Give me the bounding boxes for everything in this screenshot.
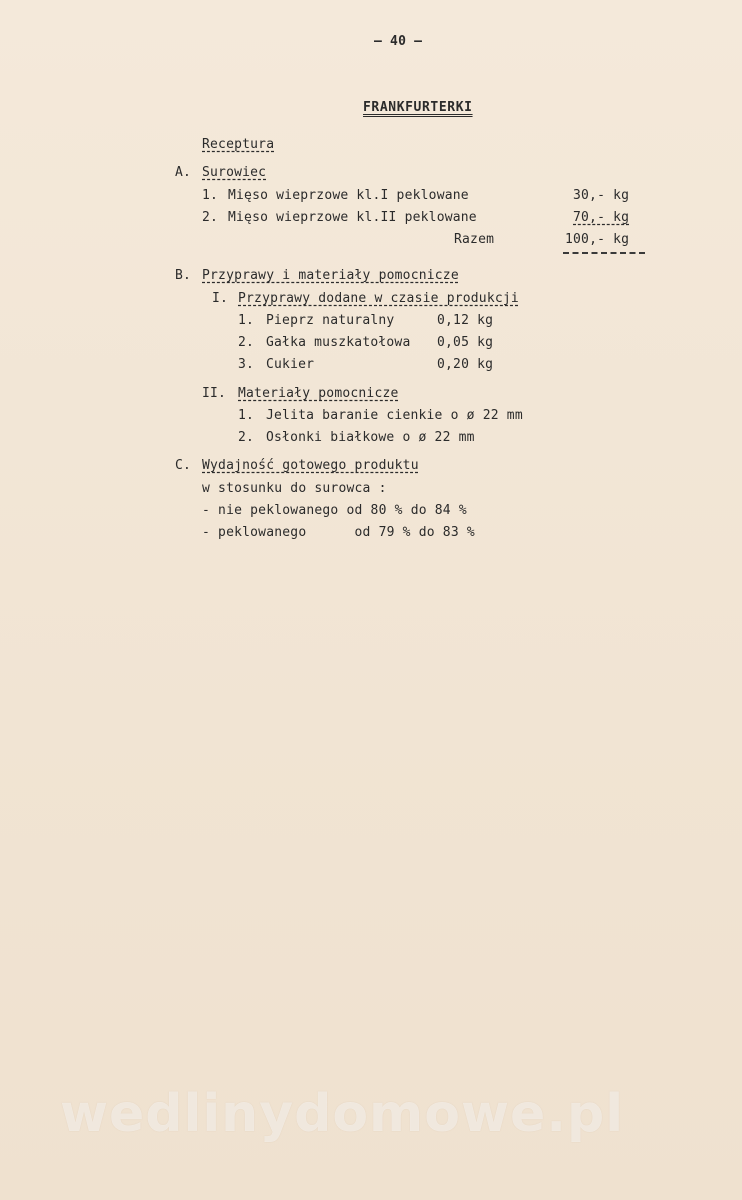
material-2-text: Osłonki białkowe o ø 22 mm xyxy=(266,430,475,445)
total-amount: 100,- kg xyxy=(565,232,630,247)
section-a-heading: Surowiec xyxy=(202,165,267,180)
item-a2-number: 2. xyxy=(202,210,219,225)
item-a1-number: 1. xyxy=(202,188,219,203)
section-c-label: C. xyxy=(175,458,192,473)
watermark: wedlinydomowe.pl xyxy=(60,1084,625,1144)
total-double-underline xyxy=(563,252,645,254)
spice-3-amount: 0,20 kg xyxy=(437,357,494,372)
section-b-heading: Przyprawy i materiały pomocnicze xyxy=(202,268,459,283)
yield-row-pickled: - peklowanego od 79 % do 83 % xyxy=(202,525,475,540)
item-a2-amount: 70,- kg xyxy=(573,210,630,225)
spice-2-amount: 0,05 kg xyxy=(437,335,494,350)
spice-2-number: 2. xyxy=(238,335,255,350)
section-c-heading: Wydajność gotowego produktu xyxy=(202,458,419,473)
material-1-text: Jelita baranie cienkie o ø 22 mm xyxy=(266,408,523,423)
spice-3-name: Cukier xyxy=(266,357,315,372)
total-label: Razem xyxy=(454,232,495,247)
section-heading: Receptura xyxy=(202,137,275,152)
yield-intro: w stosunku do surowca : xyxy=(202,481,387,496)
item-a1-name: Mięso wieprzowe kl.I peklowane xyxy=(228,188,469,203)
subsection-b1-label: I. xyxy=(212,291,229,306)
spice-1-number: 1. xyxy=(238,313,255,328)
yield-row-unpickled: - nie peklowanego od 80 % do 84 % xyxy=(202,503,467,518)
item-a2-name: Mięso wieprzowe kl.II peklowane xyxy=(228,210,477,225)
material-2-number: 2. xyxy=(238,430,255,445)
material-1-number: 1. xyxy=(238,408,255,423)
document-title: FRANKFURTERKI xyxy=(363,100,473,115)
section-a-label: A. xyxy=(175,165,192,180)
spice-1-amount: 0,12 kg xyxy=(437,313,494,328)
page-number: – 40 – xyxy=(374,34,423,49)
item-a1-amount: 30,- kg xyxy=(573,188,630,203)
section-b-label: B. xyxy=(175,268,192,283)
spice-3-number: 3. xyxy=(238,357,255,372)
subsection-b1-heading: Przyprawy dodane w czasie produkcji xyxy=(238,291,519,306)
subsection-b2-heading: Materiały pomocnicze xyxy=(238,386,399,401)
subsection-b2-label: II. xyxy=(202,386,227,401)
spice-2-name: Gałka muszkatołowa xyxy=(266,335,411,350)
spice-1-name: Pieprz naturalny xyxy=(266,313,395,328)
